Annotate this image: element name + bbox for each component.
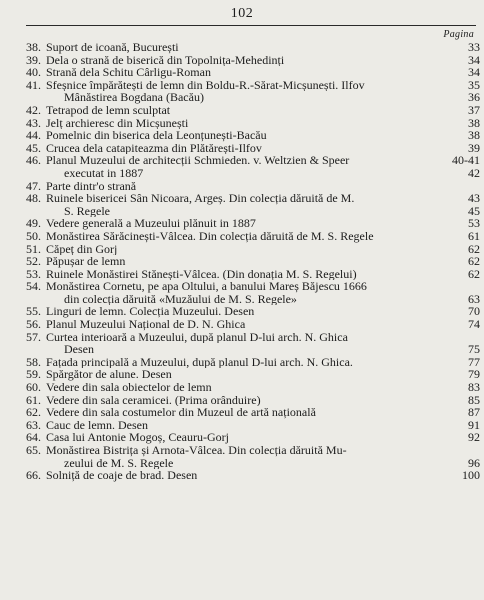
entry-page: 63 xyxy=(468,291,480,306)
list-entry xyxy=(26,406,482,419)
list-entry xyxy=(26,368,482,381)
list-entry xyxy=(26,444,482,469)
entry-page: 100 xyxy=(462,468,480,483)
entry-number: 55. xyxy=(26,304,41,319)
list-entry xyxy=(26,142,482,155)
list-entry xyxy=(26,180,482,193)
entry-title: Vedere din sala obiectelor de lemn xyxy=(46,381,212,394)
list-entry xyxy=(26,129,482,142)
entry-line xyxy=(26,91,482,104)
entry-line xyxy=(26,217,482,230)
entry-number: 65. xyxy=(26,443,41,457)
list-entry xyxy=(26,230,482,243)
entry-number: 52. xyxy=(26,254,41,269)
entry-page: 45 xyxy=(468,203,480,218)
entry-title: Suport de icoană, București xyxy=(46,41,179,54)
entry-number: 66. xyxy=(26,468,41,483)
entry-line xyxy=(26,394,482,407)
entry-title: Jelț archieresc din Micșunești xyxy=(46,116,189,130)
entry-number: 58. xyxy=(26,354,41,369)
entry-line xyxy=(26,469,482,482)
header-rule xyxy=(26,25,476,26)
entry-title: Strană dela Schitu Cârligu-Roman xyxy=(46,66,211,79)
entry-page: 96 xyxy=(468,455,480,470)
list-entry xyxy=(26,268,482,281)
entry-line xyxy=(26,343,482,356)
entry-number: 62. xyxy=(26,405,41,420)
entry-line xyxy=(26,79,482,92)
entry-page: 37 xyxy=(468,102,480,117)
entry-line xyxy=(26,142,482,155)
entry-number: 64. xyxy=(26,430,41,445)
list-entry xyxy=(26,54,482,67)
entry-page: 34 xyxy=(468,65,480,80)
entry-title: Monăstirea Bistrița și Arnota-Vâlcea. Din colecția dăruită Mu- xyxy=(46,444,347,457)
entry-title: Curtea interioară a Muzeului, după planul D-lui arch. N. Ghica xyxy=(46,330,348,344)
entry-number: 57. xyxy=(26,329,41,344)
entry-line xyxy=(26,305,482,318)
entry-title: executat in 1887 xyxy=(64,166,144,180)
list-entry xyxy=(26,331,482,356)
entry-number: 50. xyxy=(26,228,41,243)
entry-number: 39. xyxy=(26,52,41,67)
entry-number: 45. xyxy=(26,140,41,155)
entry-line xyxy=(26,41,482,54)
entry-line xyxy=(26,331,482,344)
entry-number: 49. xyxy=(26,216,41,231)
entry-page: 92 xyxy=(468,430,480,445)
entry-number: 56. xyxy=(26,317,41,332)
entry-line xyxy=(26,192,482,205)
entry-page: 70 xyxy=(468,304,480,319)
entry-title: Dela o strană de biserică din Topolnița-Mehedinți xyxy=(46,53,285,67)
entry-page: 33 xyxy=(468,40,480,54)
list-entry xyxy=(26,79,482,104)
entry-number: 40. xyxy=(26,65,41,80)
entry-title: Pomelnic din biserica dela Leonțunești-Bacău xyxy=(46,129,267,142)
entry-page: 38 xyxy=(468,128,480,143)
entry-line xyxy=(26,280,482,293)
list-entry xyxy=(26,192,482,217)
entry-number: 43. xyxy=(26,115,41,130)
entry-page: 75 xyxy=(468,342,480,357)
entry-title: Vedere generală a Muzeului plănuit in 1887 xyxy=(46,217,256,230)
entry-page: 35 xyxy=(468,77,480,92)
entry-page: 62 xyxy=(468,254,480,269)
entry-line xyxy=(26,356,482,369)
entry-line xyxy=(26,54,482,67)
entry-page: 62 xyxy=(468,241,480,256)
entry-page: 62 xyxy=(468,266,480,281)
entry-number: 46. xyxy=(26,153,41,168)
entry-title: Fațada principală a Muzeului, după planul D-lui arch. N. Ghica. xyxy=(46,355,353,369)
entry-line xyxy=(26,167,482,180)
entry-number: 38. xyxy=(26,40,41,54)
entry-page: 61 xyxy=(468,228,480,243)
entry-page: 36 xyxy=(468,90,480,105)
entry-page: 91 xyxy=(468,417,480,432)
entry-title: Mânăstirea Bogdana (Bacău) xyxy=(64,91,204,104)
entry-title: Căpeț din Gorj xyxy=(46,242,118,256)
entry-title: Solniță de coaje de brad. Desen xyxy=(46,469,198,482)
entry-title: Monăstirea Sărăcinești-Vâlcea. Din colecția dăruită de M. S. Regele xyxy=(46,229,374,243)
entry-page: 85 xyxy=(468,392,480,407)
entry-line xyxy=(26,255,482,268)
entry-title: Păpușar de lemn xyxy=(46,255,126,268)
entry-title: Vedere din sala costumelor din Muzeul de artă națională xyxy=(46,406,316,419)
entry-page: 40-41 xyxy=(452,153,480,168)
entry-line xyxy=(26,457,482,470)
entry-line xyxy=(26,368,482,381)
entry-line xyxy=(26,243,482,256)
entry-number: 60. xyxy=(26,380,41,395)
entry-line xyxy=(26,406,482,419)
entry-title: Desen xyxy=(64,343,94,356)
entry-number: 54. xyxy=(26,279,41,294)
page-column-header: Pagina xyxy=(443,29,474,40)
entry-page: 87 xyxy=(468,405,480,420)
entry-line xyxy=(26,230,482,243)
entry-line xyxy=(26,268,482,281)
entry-title: Spărgător de alune. Desen xyxy=(46,368,172,382)
list-entry xyxy=(26,419,482,432)
entry-number: 53. xyxy=(26,266,41,281)
list-entry xyxy=(26,255,482,268)
entry-number: 44. xyxy=(26,128,41,143)
page-number: 102 xyxy=(230,6,254,21)
entry-line xyxy=(26,180,482,193)
entry-title: din colecția dăruită «Muzăului de M. S. Regele» xyxy=(64,292,297,306)
entry-title: Cauc de lemn. Desen xyxy=(46,418,148,432)
list-entry xyxy=(26,305,482,318)
entry-title: Planul Muzeului Național de D. N. Ghica xyxy=(46,318,246,331)
entry-title: Linguri de lemn. Colecția Muzeului. Desen xyxy=(46,305,255,319)
entry-page: 39 xyxy=(468,140,480,155)
entry-line xyxy=(26,431,482,444)
entry-page: 42 xyxy=(468,165,480,180)
list-entry xyxy=(26,66,482,79)
entry-line xyxy=(26,104,482,117)
entry-page: 74 xyxy=(468,317,480,332)
entry-page: 53 xyxy=(468,216,480,231)
entry-title: S. Regele xyxy=(64,204,110,218)
list-entry xyxy=(26,381,482,394)
entry-line xyxy=(26,205,482,218)
entry-line xyxy=(26,129,482,142)
entry-line xyxy=(26,154,482,167)
entry-title: Vedere din sala ceramicei. (Prima orânduire) xyxy=(46,393,261,407)
entry-number: 63. xyxy=(26,417,41,432)
list-entry xyxy=(26,243,482,256)
entry-page: 43 xyxy=(468,191,480,206)
entry-title: Parte dintr'o strană xyxy=(46,179,137,193)
list-entry xyxy=(26,431,482,444)
list-entry xyxy=(26,104,482,117)
entry-number: 59. xyxy=(26,367,41,382)
entry-page: 38 xyxy=(468,115,480,130)
entry-number: 42. xyxy=(26,102,41,117)
entry-page: 79 xyxy=(468,367,480,382)
list-entry xyxy=(26,117,482,130)
entry-line xyxy=(26,381,482,394)
entry-line xyxy=(26,419,482,432)
entry-page: 83 xyxy=(468,380,480,395)
list-entry xyxy=(26,356,482,369)
entry-title: Planul Muzeului de architecții Schmieden. v. Weltzien & Speer xyxy=(46,154,350,167)
entry-number: 47. xyxy=(26,178,41,193)
entry-title: Monăstirea Cornetu, pe apa Oltului, a banului Mareș Băjescu 1666 xyxy=(46,280,367,293)
entry-line xyxy=(26,66,482,79)
entry-title: Sfeșnice împărătești de lemn din Boldu-R.-Sărat-Micșunești. Ilfov xyxy=(46,78,365,92)
entry-line xyxy=(26,444,482,457)
entry-title: Tetrapod de lemn sculptat xyxy=(46,103,171,117)
entry-line xyxy=(26,318,482,331)
entry-title: Casa lui Antonie Mogoș, Ceauru-Gorj xyxy=(46,431,229,444)
list-entry xyxy=(26,469,482,482)
entry-page: 34 xyxy=(468,52,480,67)
entry-title: zeului de M. S. Regele xyxy=(64,456,174,470)
entry-page: 77 xyxy=(468,354,480,369)
list-entry xyxy=(26,217,482,230)
entry-title: Ruinele Monăstirei Stănești-Vâlcea. (Din donația M. S. Regelui) xyxy=(46,267,357,281)
list-entry xyxy=(26,318,482,331)
entry-line xyxy=(26,117,482,130)
list-entry xyxy=(26,154,482,179)
list-entry xyxy=(26,41,482,54)
entry-title: Ruinele bisericei Sân Nicoara, Argeș. Din colecția dăruită de M. xyxy=(46,192,355,205)
entry-line xyxy=(26,293,482,306)
entry-title: Crucea dela catapiteazma din Plătărești-Ilfov xyxy=(46,141,262,155)
entry-number: 41. xyxy=(26,77,41,92)
entry-number: 61. xyxy=(26,392,41,407)
illustration-list xyxy=(26,41,482,482)
list-entry xyxy=(26,280,482,305)
entry-number: 51. xyxy=(26,241,41,256)
entry-number: 48. xyxy=(26,191,41,206)
list-entry xyxy=(26,394,482,407)
